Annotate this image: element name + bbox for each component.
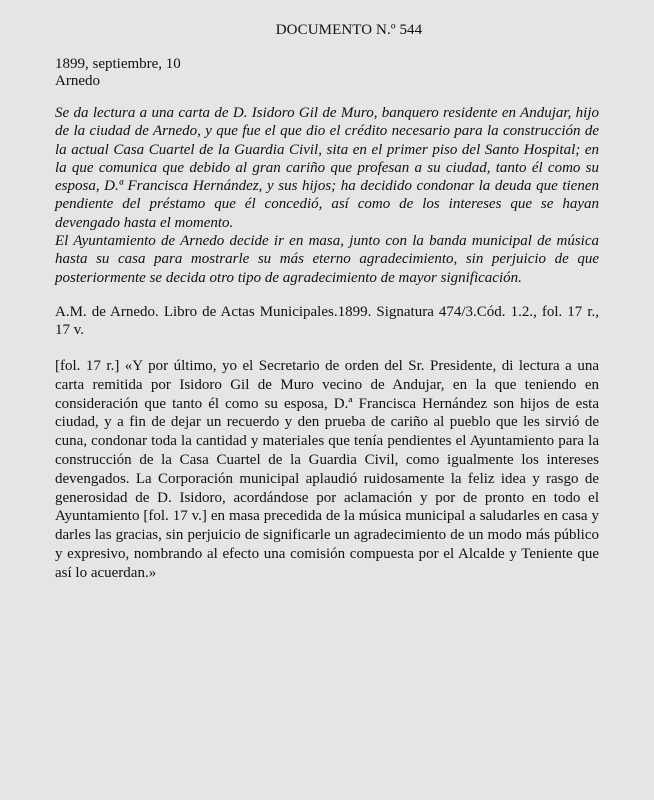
summary-paragraph-1: Se da lectura a una carta de D. Isidoro Gil de Muro, banquero residente en Andujar, hijo de la ciudad de Arnedo, y que fue el que dio el crédito necesario para la construcción de la actual Casa Cuartel de la Guardia Civil, sita en el primer piso del Santo Hospital; en la que comunica que debido al gran cariño que profesan a su ciudad, tanto él como su esposa, D.ª Francisca Hernández, y sus hijos; ha decidido condonar la deuda que tienen pendiente del préstamo que él concedió, así como de los intereses que se hayan devengado hasta el momento. <box>55 105 599 231</box>
document-place: Arnedo <box>55 73 100 89</box>
document-date: 1899, septiembre, 10 <box>55 56 181 72</box>
archival-source: A.M. de Arnedo. Libro de Actas Municipales.1899. Signatura 474/3.Cód. 1.2., fol. 17 r., 17 v. <box>55 303 599 339</box>
document-title: DOCUMENTO N.º 544 <box>275 22 423 38</box>
transcription-text: [fol. 17 r.] «Y por último, yo el Secretario de orden del Sr. Presidente, di lectura a una carta remitida por Isidoro Gil de Muro vecino de Andujar, en la que teniendo en consideración que tanto él como su esposa, D.ª Francisca Hernández son hijos de esta ciudad, y a fin de dejar un recuerdo y den prueba de cariño al pueblo que les sirvió de cuna, condonar toda la cantidad y materiales que tenía pendientes el Ayuntamiento para la construcción de la Casa Cuartel de la Guardia Civil, como igualmente los intereses devengados. La Corporación municipal aplaudió ruidosamente la feliz idea y rasgo de generosidad de D. Isidoro, acordándose por aclamación y por de pronto en todo el Ayuntamiento [fol. 17 v.] en masa precedida de la música municipal a saludarles en casa y darles las gracias, sin perjuicio de significarle un agradecimiento de un modo más público y expresivo, nombrando al efecto una comisión compuesta por el Alcalde y Teniente que así lo acuerdan.» <box>55 357 599 581</box>
summary-paragraph-2: El Ayuntamiento de Arnedo decide ir en masa, junto con la banda municipal de música hasta su casa para mostrarle su más eterno agradecimiento, sin perjuicio de que posteriormente se decida otro tipo de agradecimiento de mayor significación. <box>55 233 599 286</box>
